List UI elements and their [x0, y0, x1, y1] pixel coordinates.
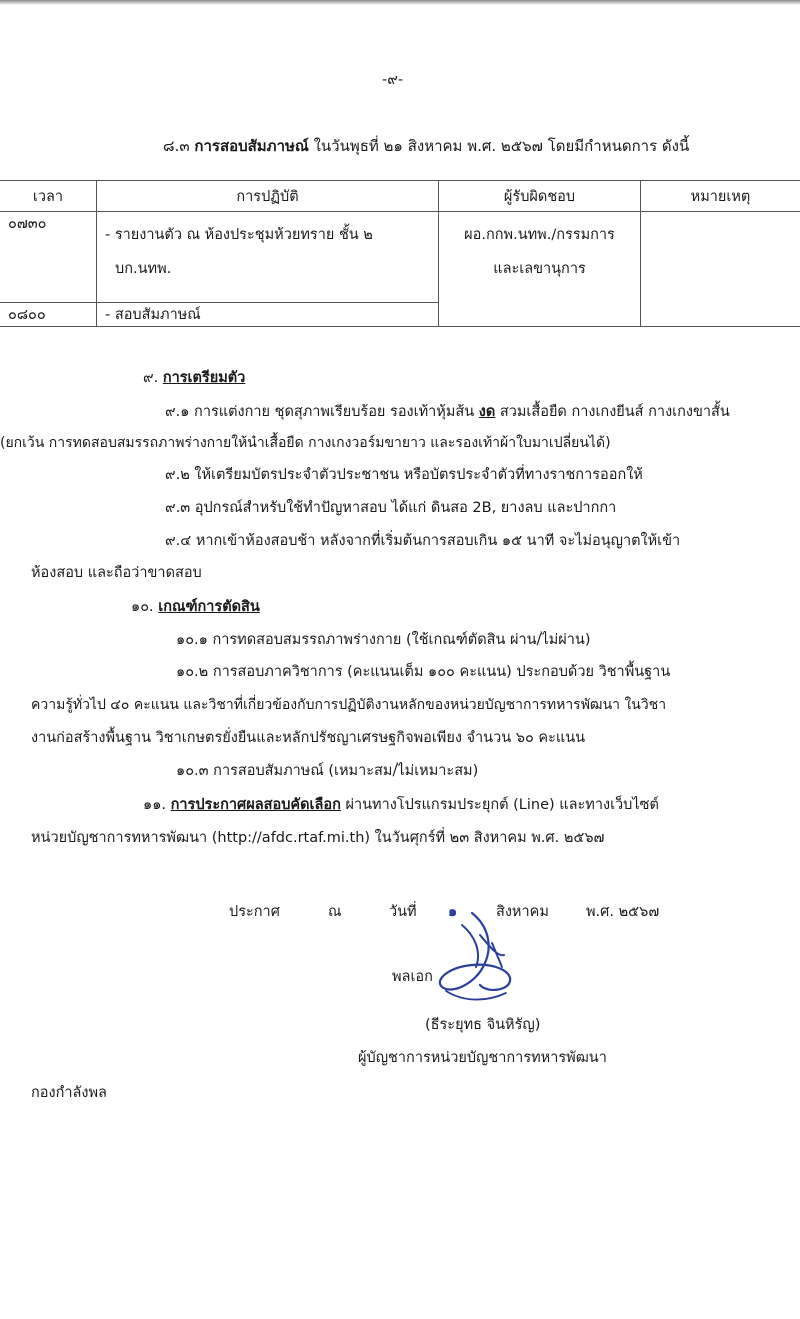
- department-label: กองกำลังพล: [31, 1085, 107, 1101]
- responsible-line: ผอ.กกพ.นทพ./กรรมการ: [464, 227, 615, 243]
- interview-schedule-table: [0, 180, 800, 327]
- section-10-number: ๑๐.: [131, 599, 154, 615]
- row-time: ๐๗๓๐: [0, 212, 97, 303]
- section-11-title: การประกาศผลสอบคัดเลือก: [170, 797, 341, 813]
- section-9-4-line1: ๙.๔ หากเข้าห้องสอบช้า หลังจากที่เริ่มต้นการสอบเกิน ๑๕ นาที จะไม่อนุญาตให้เข้า: [165, 533, 681, 549]
- activity-line: บก.นทพ.: [115, 261, 172, 277]
- section-8-3-title: การสอบสัมภาษณ์: [194, 137, 309, 155]
- section-9-number: ๙.: [143, 370, 159, 386]
- announce-year: พ.ศ. ๒๕๖๗: [586, 904, 660, 920]
- responsible-line: และเลขานุการ: [493, 261, 586, 277]
- section-11-line2: หน่วยบัญชาการทหารพัฒนา (http://afdc.rtaf.mi.th) ในวันศุกร์ที่ ๒๓ สิงหาคม พ.ศ. ๒๕๖๗: [31, 830, 605, 846]
- header-responsible: ผู้รับผิดชอบ: [439, 181, 641, 212]
- announce-wanthi: วันที่: [389, 904, 417, 920]
- section-11-text: ผ่านทางโปรแกรมประยุกต์ (Line) และทางเว็บไซต์: [345, 797, 659, 813]
- section-11-number: ๑๑.: [143, 797, 167, 813]
- section-10-title: เกณฑ์การตัดสิน: [158, 599, 260, 615]
- section-9-1-line2: (ยกเว้น การทดสอบสมรรถภาพร่างกายให้นำเสื้อยืด กางเกงวอร์มขายาว และรองเท้าผ้าใบมาเปลี่ยนได้): [0, 435, 611, 451]
- row-responsible: [439, 212, 641, 327]
- announce-prakat: ประกาศ: [229, 904, 280, 920]
- section-10-heading: [131, 597, 260, 617]
- section-9-1-prohibit: งด: [478, 404, 496, 420]
- row-note: [641, 212, 800, 327]
- header-time: เวลา: [0, 181, 97, 212]
- section-11-line1: [143, 795, 659, 815]
- handwritten-signature: [432, 905, 522, 1010]
- announce-day: ๑: [448, 904, 458, 920]
- row-time: ๐๘๐๐: [0, 303, 97, 327]
- activity-line: - รายงานตัว ณ ห้องประชุมห้วยทราย ชั้น ๒: [105, 227, 373, 243]
- section-10-2-line2: ความรู้ทั่วไป ๔๐ คะแนน และวิชาที่เกี่ยวข้องกับการปฏิบัติงานหลักของหน่วยบัญชาการทหารพัฒนา ในวิชา: [31, 697, 667, 713]
- section-10-2-line1: ๑๐.๒ การสอบภาควิชาการ (คะแนนเต็ม ๑๐๐ คะแนน) ประกอบด้วย วิชาพื้นฐาน: [176, 664, 671, 680]
- table-row: [0, 212, 800, 303]
- announce-month: สิงหาคม: [496, 904, 549, 920]
- header-activity: การปฏิบัติ: [97, 181, 439, 212]
- section-10-3: ๑๐.๓ การสอบสัมภาษณ์ (เหมาะสม/ไม่เหมาะสม): [176, 763, 479, 779]
- header-note: หมายเหตุ: [641, 181, 800, 212]
- section-8-3-text: ในวันพุธที่ ๒๑ สิงหาคม พ.ศ. ๒๕๖๗ โดยมีกำหนดการ ดังนี้: [313, 137, 690, 155]
- section-9-2: ๙.๒ ให้เตรียมบัตรประจำตัวประชาชน หรือบัตรประจำตัวที่ทางราชการออกให้: [165, 467, 643, 483]
- section-8-3-heading: [163, 136, 689, 156]
- row-activity: [97, 212, 439, 303]
- section-9-4-line2: ห้องสอบ และถือว่าขาดสอบ: [31, 565, 202, 581]
- section-9-title: การเตรียมตัว: [162, 370, 246, 386]
- signature-position: ผู้บัญชาการหน่วยบัญชาการทหารพัฒนา: [358, 1050, 607, 1066]
- section-9-heading: [143, 368, 245, 388]
- section-9-1-text: ๙.๑ การแต่งกาย ชุดสุภาพเรียบร้อย รองเท้าหุ้มส้น: [165, 404, 475, 420]
- row-activity: - สอบสัมภาษณ์: [97, 303, 439, 327]
- signature-name: (ธีระยุทธ จินหิรัญ): [425, 1017, 541, 1033]
- section-10-2-line3: งานก่อสร้างพื้นฐาน วิชาเกษตรยั่งยืนและหลักปรัชญาเศรษฐกิจพอเพียง จำนวน ๖๐ คะแนน: [31, 730, 586, 746]
- section-9-1-line1: [165, 402, 730, 422]
- page-number: -๙-: [382, 72, 404, 88]
- scan-top-edge: [0, 0, 800, 5]
- signature-rank: พลเอก: [392, 969, 433, 985]
- table-header-row: [0, 181, 800, 212]
- announce-na: ณ: [328, 904, 342, 920]
- section-9-1-text-end: สวมเสื้อยืด กางเกงยีนส์ กางเกงขาสั้น: [499, 404, 730, 420]
- section-10-1: ๑๐.๑ การทดสอบสมรรถภาพร่างกาย (ใช้เกณฑ์ตัดสิน ผ่าน/ไม่ผ่าน): [176, 632, 591, 648]
- section-8-3-number: ๘.๓: [163, 137, 190, 155]
- section-9-3: ๙.๓ อุปกรณ์สำหรับใช้ทำปัญหาสอบ ได้แก่ ดินสอ 2B, ยางลบ และปากกา: [165, 500, 617, 516]
